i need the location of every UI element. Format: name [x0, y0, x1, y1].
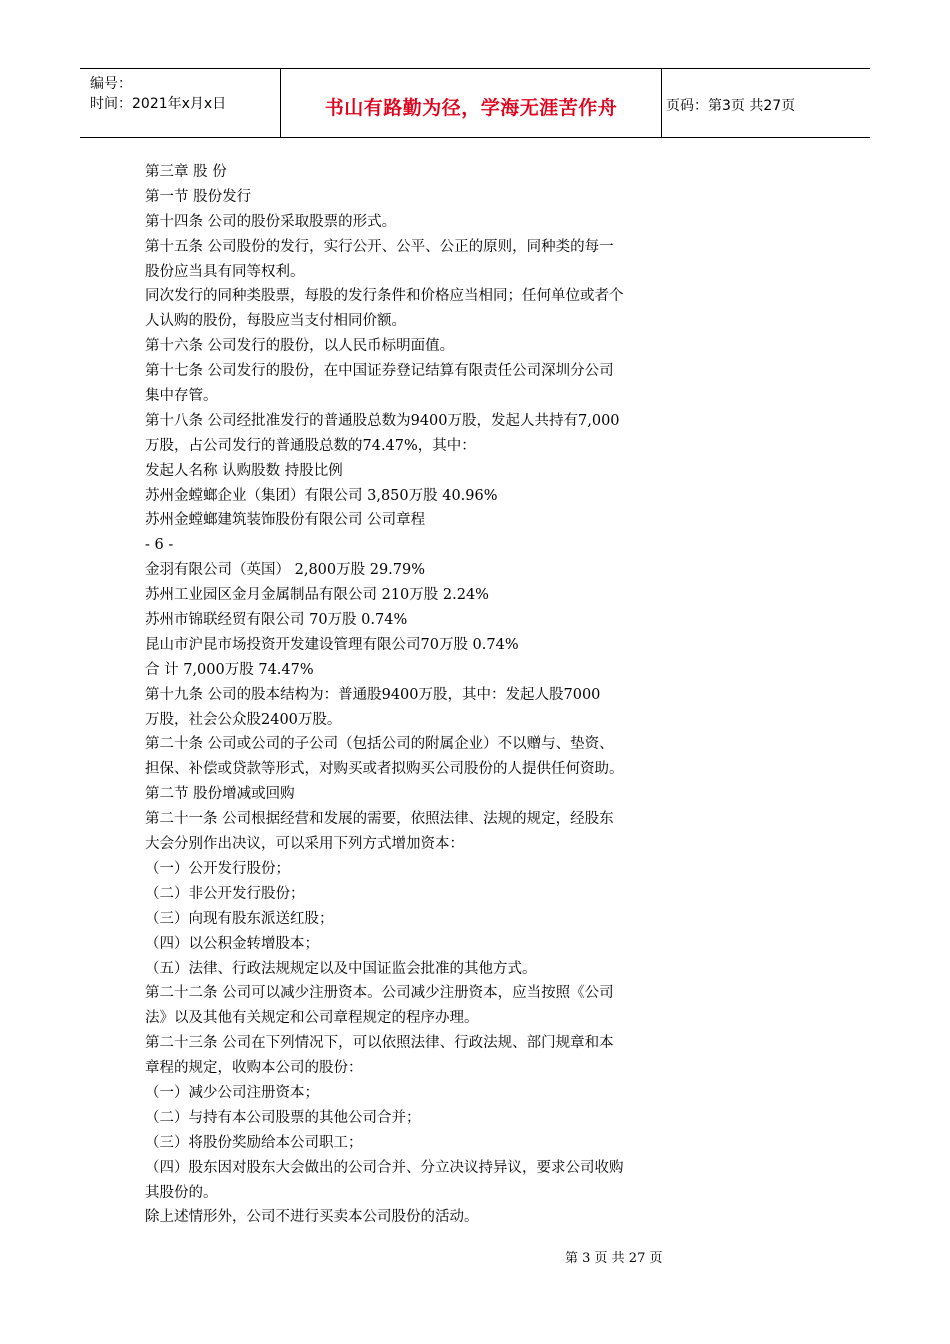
body-text-line: 第十五条 公司股份的发行，实行公开、公平、公正的原则，同种类的每一 [145, 238, 614, 255]
body-text-line: （二）与持有本公司股票的其他公司合并； [145, 1109, 421, 1126]
body-text-line: - 6 - [145, 537, 174, 554]
body-text-line: （三）将股份奖励给本公司职工； [145, 1134, 363, 1151]
body-text-line: 第一节 股份发行 [145, 188, 252, 205]
body-text-line: 第十七条 公司发行的股份，在中国证券登记结算有限责任公司深圳分公司 [145, 363, 614, 380]
body-text-line: 发起人名称 认购股数 持股比例 [145, 462, 343, 479]
body-text-line: （四）股东因对股东大会做出的公司合并、分立决议持异议，要求公司收购 [145, 1159, 624, 1176]
body-text-line: （五）法律、行政法规规定以及中国证监会批准的其他方式。 [145, 960, 537, 977]
body-text-line: 苏州金螳螂建筑装饰股份有限公司 公司章程 [145, 512, 426, 529]
document-header [80, 68, 870, 138]
body-text-line: 合 计 7,000万股 74.47% [145, 661, 314, 678]
header-page-cell [662, 69, 870, 137]
header-page-number: 页码：第3页 共27页 [666, 98, 796, 114]
body-text-line: （一）减少公司注册资本； [145, 1084, 319, 1101]
body-text-line: 万股，占公司发行的普通股总数的74.47%，其中： [145, 437, 476, 454]
body-text-line: 集中存管。 [145, 388, 218, 405]
body-text-line: （四）以公积金转增股本； [145, 935, 319, 952]
body-text-line: 第二十一条 公司根据经营和发展的需要，依照法律、法规的规定，经股东 [145, 811, 614, 828]
body-text-line: 第十九条 公司的股本结构为：普通股9400万股，其中：发起人股7000 [145, 686, 601, 703]
body-text-line: 人认购的股份，每股应当支付相同价额。 [145, 313, 406, 330]
body-text-line: 担保、补偿或贷款等形式，对购买或者拟购买公司股份的人提供任何资助。 [145, 761, 624, 778]
body-text-line: 昆山市沪昆市场投资开发建设管理有限公司70万股 0.74% [145, 636, 519, 653]
body-text-line: 苏州市锦联经贸有限公司 70万股 0.74% [145, 612, 408, 629]
body-text-line: 第二十条 公司或公司的子公司（包括公司的附属企业）不以赠与、垫资、 [145, 736, 614, 753]
document-body [145, 160, 705, 1230]
body-text-line: 第三章 股 份 [145, 164, 227, 180]
body-text-line: 大会分别作出决议，可以采用下列方式增加资本： [145, 836, 464, 853]
body-text-line: 第二十三条 公司在下列情况下，可以依照法律、行政法规、部门规章和本 [145, 1035, 614, 1052]
header-motto: 书山有路勤为径，学海无涯苦作舟 [324, 97, 618, 119]
body-text-line: （二）非公开发行股份； [145, 885, 305, 902]
body-text-line: 同次发行的同种类股票，每股的发行条件和价格应当相同；任何单位或者个 [145, 288, 624, 305]
body-text-line: 苏州金螳螂企业（集团）有限公司 3,850万股 40.96% [145, 487, 498, 504]
body-text-line: （三）向现有股东派送红股； [145, 910, 334, 927]
body-text-line: 第十四条 公司的股份采取股票的形式。 [145, 213, 397, 230]
body-text-line: 第二节 股份增减或回购 [145, 786, 295, 803]
body-text-line: 章程的规定，收购本公司的股份： [145, 1060, 363, 1077]
page-footer: 第 3 页 共 27 页 [565, 1251, 663, 1266]
body-text-line: 第十八条 公司经批准发行的普通股总数为9400万股，发起人共持有7,000 [145, 412, 620, 429]
body-text-line: 其股份的。 [145, 1184, 218, 1201]
header-info-cell [80, 69, 281, 137]
document-number-label: 编号： [90, 76, 132, 92]
body-text-line: 万股，社会公众股2400万股。 [145, 711, 342, 728]
document-time-label: 时间：2021年x月x日 [90, 96, 227, 112]
body-text-line: （一）公开发行股份； [145, 860, 290, 877]
body-text-line: 第二十二条 公司可以减少注册资本。公司减少注册资本，应当按照《公司 [145, 985, 614, 1002]
header-motto-cell [281, 69, 662, 137]
body-text-line: 除上述情形外，公司不进行买卖本公司股份的活动。 [145, 1209, 479, 1226]
body-text-line: 法》以及其他有关规定和公司章程规定的程序办理。 [145, 1010, 479, 1027]
body-text-line: 股份应当具有同等权利。 [145, 263, 305, 280]
body-text-line: 金羽有限公司（英国） 2,800万股 29.79% [145, 562, 426, 579]
body-text-line: 苏州工业园区金月金属制品有限公司 210万股 2.24% [145, 587, 489, 604]
body-text-line: 第十六条 公司发行的股份，以人民币标明面值。 [145, 338, 455, 355]
